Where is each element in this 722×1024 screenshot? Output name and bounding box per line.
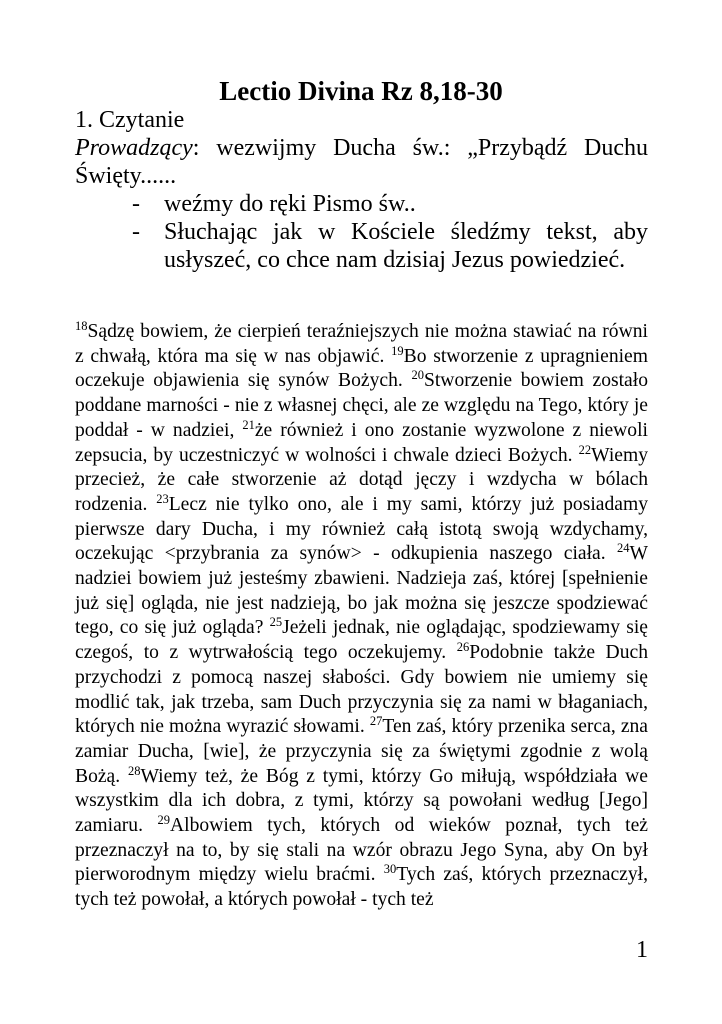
verse-text: Jeżeli jednak, nie oglądając, spodziewamy się czegoś, to z wytrwałością tego oczekujemy. [75,617,648,664]
verse-number: 26 [456,640,470,655]
verse-number: 29 [157,813,170,828]
leader-instruction [75,134,648,190]
verse-number: 28 [127,763,141,778]
leader-label: Prowadzący [75,135,193,161]
verse-text: Wiemy też, że Bóg z tymi, którzy Go miłują, współdziała we wszystkim dla ich dobra, z tymi, którzy są powołani według [Jego] zamiaru. [75,765,648,837]
verse-number: 21 [242,417,255,432]
bullet-marker: - [132,191,140,217]
verse-text: że również i ono zostanie wyzwolone z niewoli zepsucia, by uczestniczyć w wolności i chwale dzieci Bożych. [75,419,648,466]
leader-text: : wezwijmy Ducha św.: „Przybądź Duchu Święty...... [75,135,648,189]
page-number: 1 [636,937,648,963]
verse-number: 25 [269,615,283,630]
list-item-text: Słuchając jak w Kościele śledźmy tekst, aby usłyszeć, co chce nam dzisiaj Jezus powiedzieć. [164,219,648,273]
verse-text: Lecz nie tylko ono, ale i my sami, którzy już posiadamy pierwsze dary Ducha, i my również całą istotą swoją wzdychamy, oczekując <przybrania za synów> - odkupienia naszego ciała. [75,493,649,565]
verse-number: 23 [156,491,169,506]
intro-section [75,106,648,274]
instruction-list [75,190,648,274]
verse-text: Albowiem tych, których od wieków poznał, tych też przeznaczył na to, by się stali na wzór obrazu Jego Syna, aby On był pierworodnym między wielu braćmi. [75,815,648,886]
verse-number: 30 [383,862,397,877]
list-item [75,218,648,274]
list-item-text: weźmy do ręki Pismo św.. [164,191,416,217]
verse-text: Ten zaś, który przenika serca, zna zamiar Ducha, [wie], że przyczynia się za świętymi zgodnie z wolą Bożą. [75,716,649,787]
bullet-marker: - [132,219,140,245]
verse-text: Podobnie także Duch przychodzi z pomocą naszej słabości. Gdy bowiem nie umiemy się modlić tak, jak trzeba, sam Duch przyczynia się za nami w błaganiach, których nie można wyrazić słowami. [75,642,648,738]
verse-text: Wiemy przecież, że całe stworzenie aż dotąd jęczy i wzdycha w bólach rodzenia. [75,444,648,515]
verse-number: 20 [411,368,424,383]
list-item [75,190,648,218]
verse-text: Stworzenie bowiem zostało poddane marności - nie z własnej chęci, ale ze względu na Tego, który je poddał - w nadziei, [75,370,648,441]
verse-number: 27 [369,714,383,729]
verse-number: 19 [391,343,404,358]
verse-text: Bo stworzenie z upragnieniem oczekuje objawienia się synów Bożych. [75,345,648,392]
verse-text: Tych zaś, których przeznaczył, tych też powołał, a których powołał - tych też [75,864,648,911]
verse-text: W nadziei bowiem już jesteśmy zbawieni. Nadzieja zaś, której [spełnienie już się] ogląda, nie jest nadzieją, bo jak można się jeszcze spodziewać tego, co się już ogląda? [75,543,648,639]
verse-number: 24 [617,541,630,556]
verse-number: 18 [75,319,88,333]
section-heading: 1. Czytanie [75,107,185,133]
page-title: Lectio Divina Rz 8,18-30 [219,76,503,106]
scripture-passage [75,320,648,913]
verse-text: Sądzę bowiem, że cierpień teraźniejszych nie można stawiać na równi z chwałą, która ma się w nas objawić. [75,321,648,367]
verse-number: 22 [578,442,592,457]
